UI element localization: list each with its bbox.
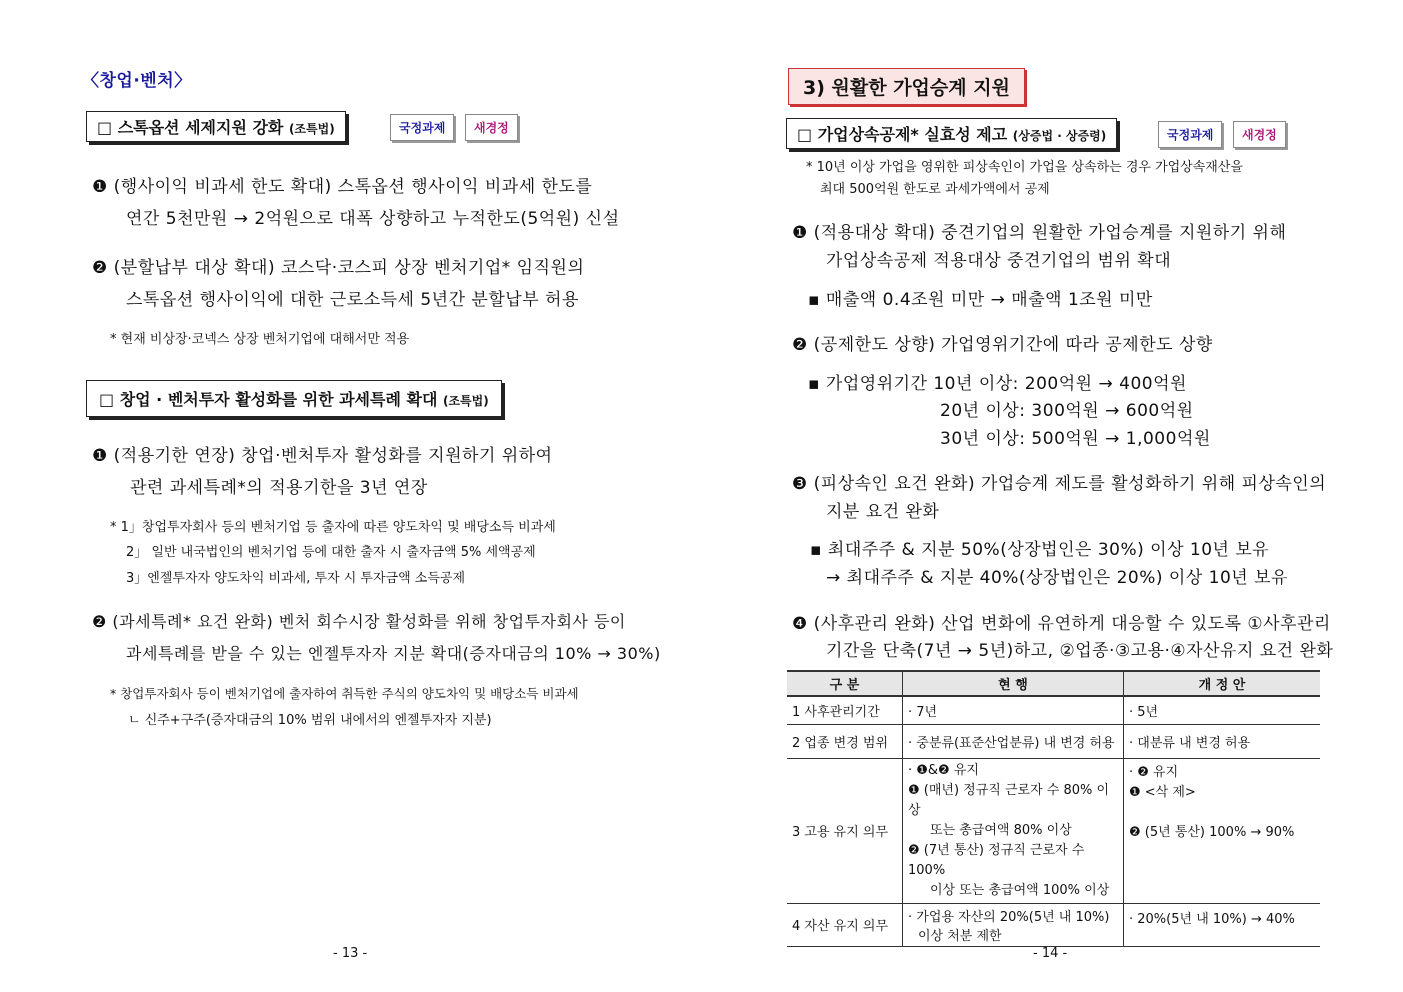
r-para-1-line-1: ❶ (적용대상 확대) 중견기업의 원활한 가업승계를 지원하기 위해 <box>792 223 1287 243</box>
cell-current: · 7년 <box>903 696 1124 724</box>
cell-revised: · 5년 <box>1124 696 1321 724</box>
r-para-3-bullet-2: → 최대주주 & 지분 40%(상장법인은 20%) 이상 10년 보유 <box>826 568 1288 588</box>
revision-table <box>787 670 1320 947</box>
col-header-revised: 개 정 안 <box>1124 671 1321 696</box>
tag-national-task: 국정과제 <box>1158 121 1222 148</box>
cell-line: 이상 또는 총급여액 100% 이상 <box>930 882 1110 898</box>
cell-line: · ❷ 유지 <box>1129 764 1179 780</box>
para-3-line-1: ❶ (적용기한 연장) 창업·벤처투자 활성화를 지원하기 위하여 <box>92 446 553 466</box>
heading-startup-venture <box>86 380 502 417</box>
para-2-line-1: ❷ (분할납부 대상 확대) 코스닥·코스피 상장 벤처기업* 임직원의 <box>92 258 585 278</box>
tag-new-policy: 새경정 <box>465 114 518 141</box>
footnote-r1-1: * 10년 이상 가업을 영위한 피상속인이 가업을 상속하는 경우 가업상속재산을 <box>806 160 1243 175</box>
page-number: - 14 - <box>1033 946 1068 961</box>
r-para-2-bullet-3: 30년 이상: 500억원 → 1,000억원 <box>940 429 1211 449</box>
table-row <box>787 696 1320 724</box>
cell-revised: · 대분류 내 변경 허용 <box>1124 724 1321 758</box>
cell-current <box>903 903 1124 946</box>
cell-line: · 가업용 자산의 20%(5년 내 10%) <box>908 909 1110 925</box>
table-row <box>787 903 1320 946</box>
row-label: 3 고용 유지 의무 <box>787 758 903 903</box>
heading-law: (상증법 · 상증령) <box>1012 129 1107 143</box>
cell-line: 이상 처분 제한 <box>918 928 1002 944</box>
heading-title: □ 가업상속공제* 실효성 제고 <box>797 125 1008 144</box>
footnote-2-3: 3」엔젤투자자 양도차익 비과세, 투자 시 투자금액 소득공제 <box>126 571 466 586</box>
para-1-line-1: ❶ (행사이익 비과세 한도 확대) 스톡옵션 행사이익 비과세 한도를 <box>92 177 593 197</box>
r-para-4-line-1: ❹ (사후관리 완화) 산업 변화에 유연하게 대응할 수 있도록 ①사후관리 <box>792 614 1331 634</box>
tag-national-task: 국정과제 <box>390 114 454 141</box>
r-para-2-line-1: ❷ (공제한도 상향) 가업영위기간에 따라 공제한도 상향 <box>792 335 1213 355</box>
footnote-1: * 현재 비상장·코넥스 상장 벤처기업에 대해서만 적용 <box>110 332 410 347</box>
heading-stock-option <box>86 111 346 142</box>
cell-line <box>1129 803 1315 823</box>
cell-line: ❶ (매년) 정규직 근로자 수 80% 이상 <box>908 782 1110 818</box>
r-para-3-line-2: 지분 요건 완화 <box>826 502 940 522</box>
cell-revised: · 20%(5년 내 10%) → 40% <box>1124 903 1321 946</box>
footnote-2-1: * 1」창업투자회사 등의 벤처기업 등 출자에 따른 양도차익 및 배당소득 비과세 <box>110 520 556 535</box>
r-para-4-line-2: 기간을 단축(7년 → 5년)하고, ②업종·③고용·④자산유지 요건 완화 <box>826 641 1334 661</box>
footnote-r1-2: 최대 500억원 한도로 과세가액에서 공제 <box>820 182 1050 197</box>
r-para-1-bullet: ▪ 매출액 0.4조원 미만 → 매출액 1조원 미만 <box>808 290 1153 310</box>
para-1-line-2: 연간 5천만원 → 2억원으로 대폭 상향하고 누적한도(5억원) 신설 <box>126 209 620 229</box>
cell-current: · 중분류(표준산업분류) 내 변경 허용 <box>903 724 1124 758</box>
r-para-1-line-2: 가업상속공제 적용대상 중견기업의 범위 확대 <box>826 251 1172 271</box>
heading-title: □ 창업 · 벤처투자 활성화를 위한 과세특례 확대 <box>99 390 438 409</box>
cell-line: 또는 총급여액 80% 이상 <box>930 822 1072 838</box>
table-row <box>787 724 1320 758</box>
tag-new-policy: 새경정 <box>1233 121 1286 148</box>
col-header-current: 현 행 <box>903 671 1124 696</box>
heading-law: (조특법) <box>288 122 335 136</box>
cell-line: ❶ <삭 제> <box>1129 784 1196 800</box>
para-3-line-2: 관련 과세특례*의 적용기한을 3년 연장 <box>130 478 428 498</box>
table-row <box>787 758 1320 903</box>
cell-revised <box>1124 758 1321 903</box>
heading-family-business <box>786 118 1117 149</box>
section-label: 〈창업·벤처〉 <box>82 71 192 91</box>
r-para-3-line-1: ❸ (피상속인 요건 완화) 가업승계 제도를 활성화하기 위해 피상속인의 <box>792 474 1327 494</box>
cell-line: ❷ (7년 통산) 정규직 근로자 수 100% <box>908 842 1085 878</box>
r-para-2-bullet-2: 20년 이상: 300억원 → 600억원 <box>940 401 1194 421</box>
para-4-line-1: ❷ (과세특례* 요건 완화) 벤처 회수시장 활성화를 위해 창업투자회사 등이 <box>92 612 626 631</box>
para-2-line-2: 스톡옵션 행사이익에 대한 근로소득세 5년간 분할납부 허용 <box>126 290 579 310</box>
footnote-2-2: 2」 일반 내국법인의 벤처기업 등에 대한 출자 시 출자금액 5% 세액공제 <box>126 545 536 560</box>
cell-current <box>903 758 1124 903</box>
footnote-3-2: ㄴ 신주+구주(증자대금의 10% 범위 내에서의 엔젤투자자 지분) <box>128 713 492 728</box>
heading-title: □ 스톡옵션 세제지원 강화 <box>97 118 284 137</box>
section-title: 3) 원활한 가업승계 지원 <box>788 68 1025 105</box>
footnote-3-1: * 창업투자회사 등이 벤처기업에 출자하여 취득한 주식의 양도차익 및 배당소득 비과세 <box>110 686 579 701</box>
cell-line: · ❶&❷ 유지 <box>908 762 979 778</box>
row-label: 2 업종 변경 범위 <box>787 724 903 758</box>
cell-line: ❷ (5년 통산) 100% → 90% <box>1129 824 1295 840</box>
para-4-line-2: 과세특례를 받을 수 있는 엔젤투자자 지분 확대(증자대금의 10% → 30%) <box>126 644 661 663</box>
r-para-2-bullet-1: ▪ 가업영위기간 10년 이상: 200억원 → 400억원 <box>808 374 1187 394</box>
r-para-3-bullet-1: ▪ 최대주주 & 지분 50%(상장법인은 30%) 이상 10년 보유 <box>810 540 1270 560</box>
col-header-category: 구 분 <box>787 671 903 696</box>
heading-law: (조특법) <box>442 394 489 408</box>
page-number: - 13 - <box>333 946 368 961</box>
row-label: 1 사후관리기간 <box>787 696 903 724</box>
row-label: 4 자산 유지 의무 <box>787 903 903 946</box>
